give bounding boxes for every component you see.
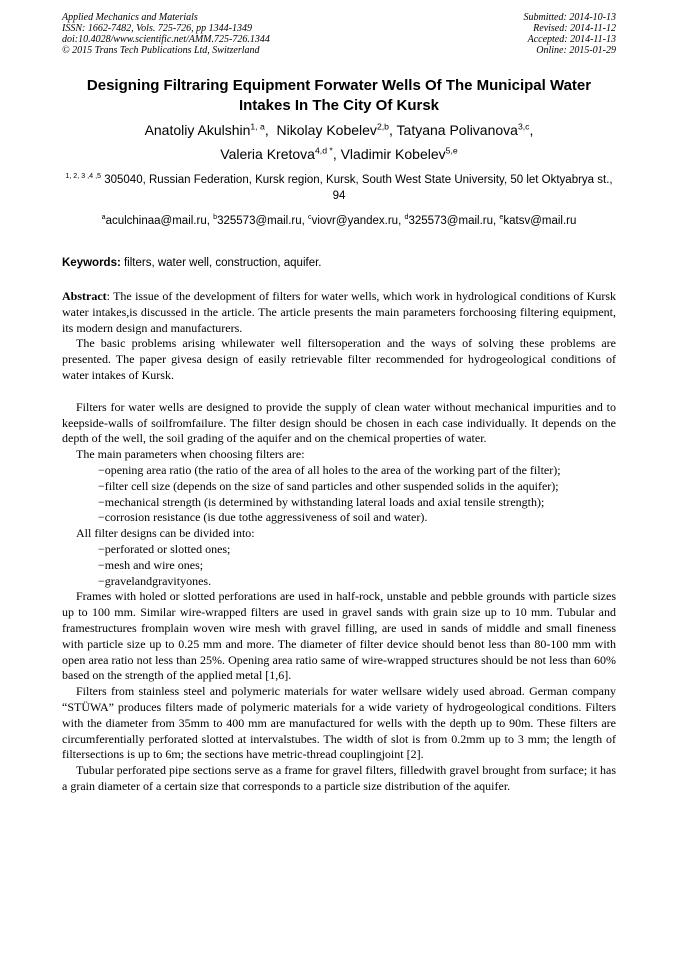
list-item: −gravelandgravityones. — [98, 573, 212, 588]
author-5-superscript: 5,e — [445, 145, 458, 156]
article-body — [62, 400, 616, 795]
author-separator: , — [529, 122, 534, 138]
list-item: −filter cell size (depends on the size of sand particles and other suspended solids in the aquifer); — [98, 478, 559, 493]
list-item: −mesh and wire ones; — [98, 557, 204, 572]
abstract-section — [62, 289, 616, 384]
abstract-paragraph-2: The basic problems arising whilewater well filtersoperation and the ways of solving these problems are presented. The paper givesa design of easily retrievable filter recommended for hydrogeological conditions of water intakes of Kursk. — [62, 336, 616, 382]
journal-doi-line: doi:10.4028/www.scientific.net/AMM.725-726.1344 — [62, 34, 270, 45]
journal-header-dates — [524, 12, 617, 56]
body-paragraph: The main parameters when choosing filters are: — [76, 447, 305, 462]
email-c-superscript: c — [308, 213, 312, 222]
author-1-superscript: 1, a — [250, 121, 265, 132]
affiliation-superscript: 1, 2, 3 ,4 ,5 — [65, 172, 102, 181]
author-2: Nikolay Kobelev$^{2,b}$, — [276, 121, 397, 138]
author-line-2 — [62, 142, 616, 166]
email-e: $^e$katsv@mail.ru — [499, 213, 577, 227]
author-4: Valeria Kretova$^{4,d *}$, — [220, 145, 341, 162]
body-paragraph: Filters from stainless steel and polymeric materials for water wellsare widely used abroad. German company “STÜWA” produces filters made of polymeric materials for a wide variety of hydrogeological conditions. Filters with the diameter from 35mm to 400 mm are manufactured for wells with the depth up to 90m. These filters are circumferentially perforated slotted at intervalstubes. The width of slot is from 0.2mm up to 3 mm; the length of filtersections is up to 6m; the sections have metric-thread couplingjoint [2]. — [62, 684, 616, 762]
list-item: −perforated or slotted ones; — [98, 541, 231, 556]
author-2-superscript: 2,b — [376, 121, 389, 132]
author-3-superscript: 3,c — [517, 121, 530, 132]
list-item: −mechanical strength (is determined by withstanding lateral loads and axial tensile strength); — [98, 494, 545, 509]
email-a: $^a$aculchinaa@mail.ru, — [101, 213, 214, 227]
list-item: −opening area ratio (the ratio of the area of all holes to the area of the working part of the filter); — [98, 462, 561, 477]
keywords-line — [62, 255, 616, 271]
email-e-superscript: e — [499, 213, 504, 222]
email-b-superscript: b — [213, 213, 218, 222]
author-list — [62, 118, 616, 166]
revised-date: Revised: 2014-11-12 — [533, 23, 616, 34]
author-1: Anatoliy Akulshin$^{1, a}$, — [144, 121, 277, 138]
body-paragraph: Filters for water wells are designed to provide the supply of clean water without mechanical impurities and to keepside-walls of soilfromfailure. The filter design should be chosen in each case individually. It depends on the depth of the well, the soil grading of the aquifer and on the chemical properties of water. — [62, 399, 616, 446]
affiliation-text: 305040, Russian Federation, Kursk region, Kursk, South West State University, 50 let Oktyabrya st., 94 — [101, 174, 613, 202]
journal-copyright-line: © 2015 Trans Tech Publications Ltd, Switzerland — [62, 45, 260, 56]
author-line-1 — [62, 118, 616, 142]
accepted-date: Accepted: 2014-11-13 — [527, 34, 616, 45]
journal-header-left — [62, 12, 270, 56]
author-separator: , — [389, 122, 397, 138]
body-paragraph: Frames with holed or slotted perforations are used in half-rock, unstable and pebble grounds with particle sizes up to 100 mm. Similar wire-wrapped filters are used in gravel sands with grain size up to 10 mm. Tubular and framestructures fromplain woven wire mesh with gravel filling, are used in sands of middle and small fineness with particle size up to 0.25 mm and more. The diameter of filter device should benot less than 80-100 mm with open area ratio not less than 25%. Opening area ratio same of wire-wrapped structures should be not less than 60% based on the strength of the applied metal [1,6]. — [62, 589, 616, 683]
abstract-label: Abstract — [62, 289, 107, 303]
author-4-superscript: 4,d * — [314, 145, 333, 156]
affiliation — [63, 172, 615, 204]
paper-title: Designing Filtraring Equipment Forwater Wells Of The Municipal Water Intakes In The City Of Kursk — [86, 77, 592, 114]
email-d: $^d$325573@mail.ru, — [404, 213, 500, 227]
abstract-paragraph-1 — [62, 289, 616, 336]
keywords-label: Keywords: — [62, 257, 121, 269]
body-paragraph: All filter designs can be divided into: — [76, 526, 255, 541]
journal-issn-line: ISSN: 1662-7482, Vols. 725-726, pp 1344-1349 — [62, 23, 252, 34]
journal-header — [62, 12, 616, 56]
journal-name: Applied Mechanics and Materials — [62, 12, 198, 23]
submitted-date: Submitted: 2014-10-13 — [523, 12, 616, 23]
email-b: $^b$325573@mail.ru, — [213, 213, 309, 227]
email-c: $^c$viovr@yandex.ru, — [308, 213, 405, 227]
author-3: Tatyana Polivanova$^{3,c}$, — [396, 121, 534, 138]
author-5: Vladimir Kobelev$^{5,e}$ — [340, 145, 458, 162]
email-a-superscript: a — [101, 213, 106, 222]
body-paragraph: Tubular perforated pipe sections serve as a frame for gravel filters, filledwith gravel brought from surface; it has a grain diameter of a certain size that corresponds to a particle size distribution of the aquifer. — [62, 763, 616, 793]
email-d-superscript: d — [404, 213, 409, 222]
author-separator: , — [264, 122, 277, 138]
author-separator: , — [332, 146, 341, 162]
abstract-text-1: : The issue of the development of filters for water wells, which work in hydrological conditions of Kursk water intakes,is discussed in the article. The article presents the main parameters forchoosing filtering equipment, its modern design and manufacturers. — [62, 289, 616, 335]
email-line — [62, 213, 616, 229]
online-date: Online: 2015-01-29 — [536, 45, 616, 56]
keywords-text: filters, water well, construction, aquifer. — [120, 257, 322, 269]
list-item: −corrosion resistance (is due tothe aggressiveness of soil and water). — [98, 510, 428, 525]
